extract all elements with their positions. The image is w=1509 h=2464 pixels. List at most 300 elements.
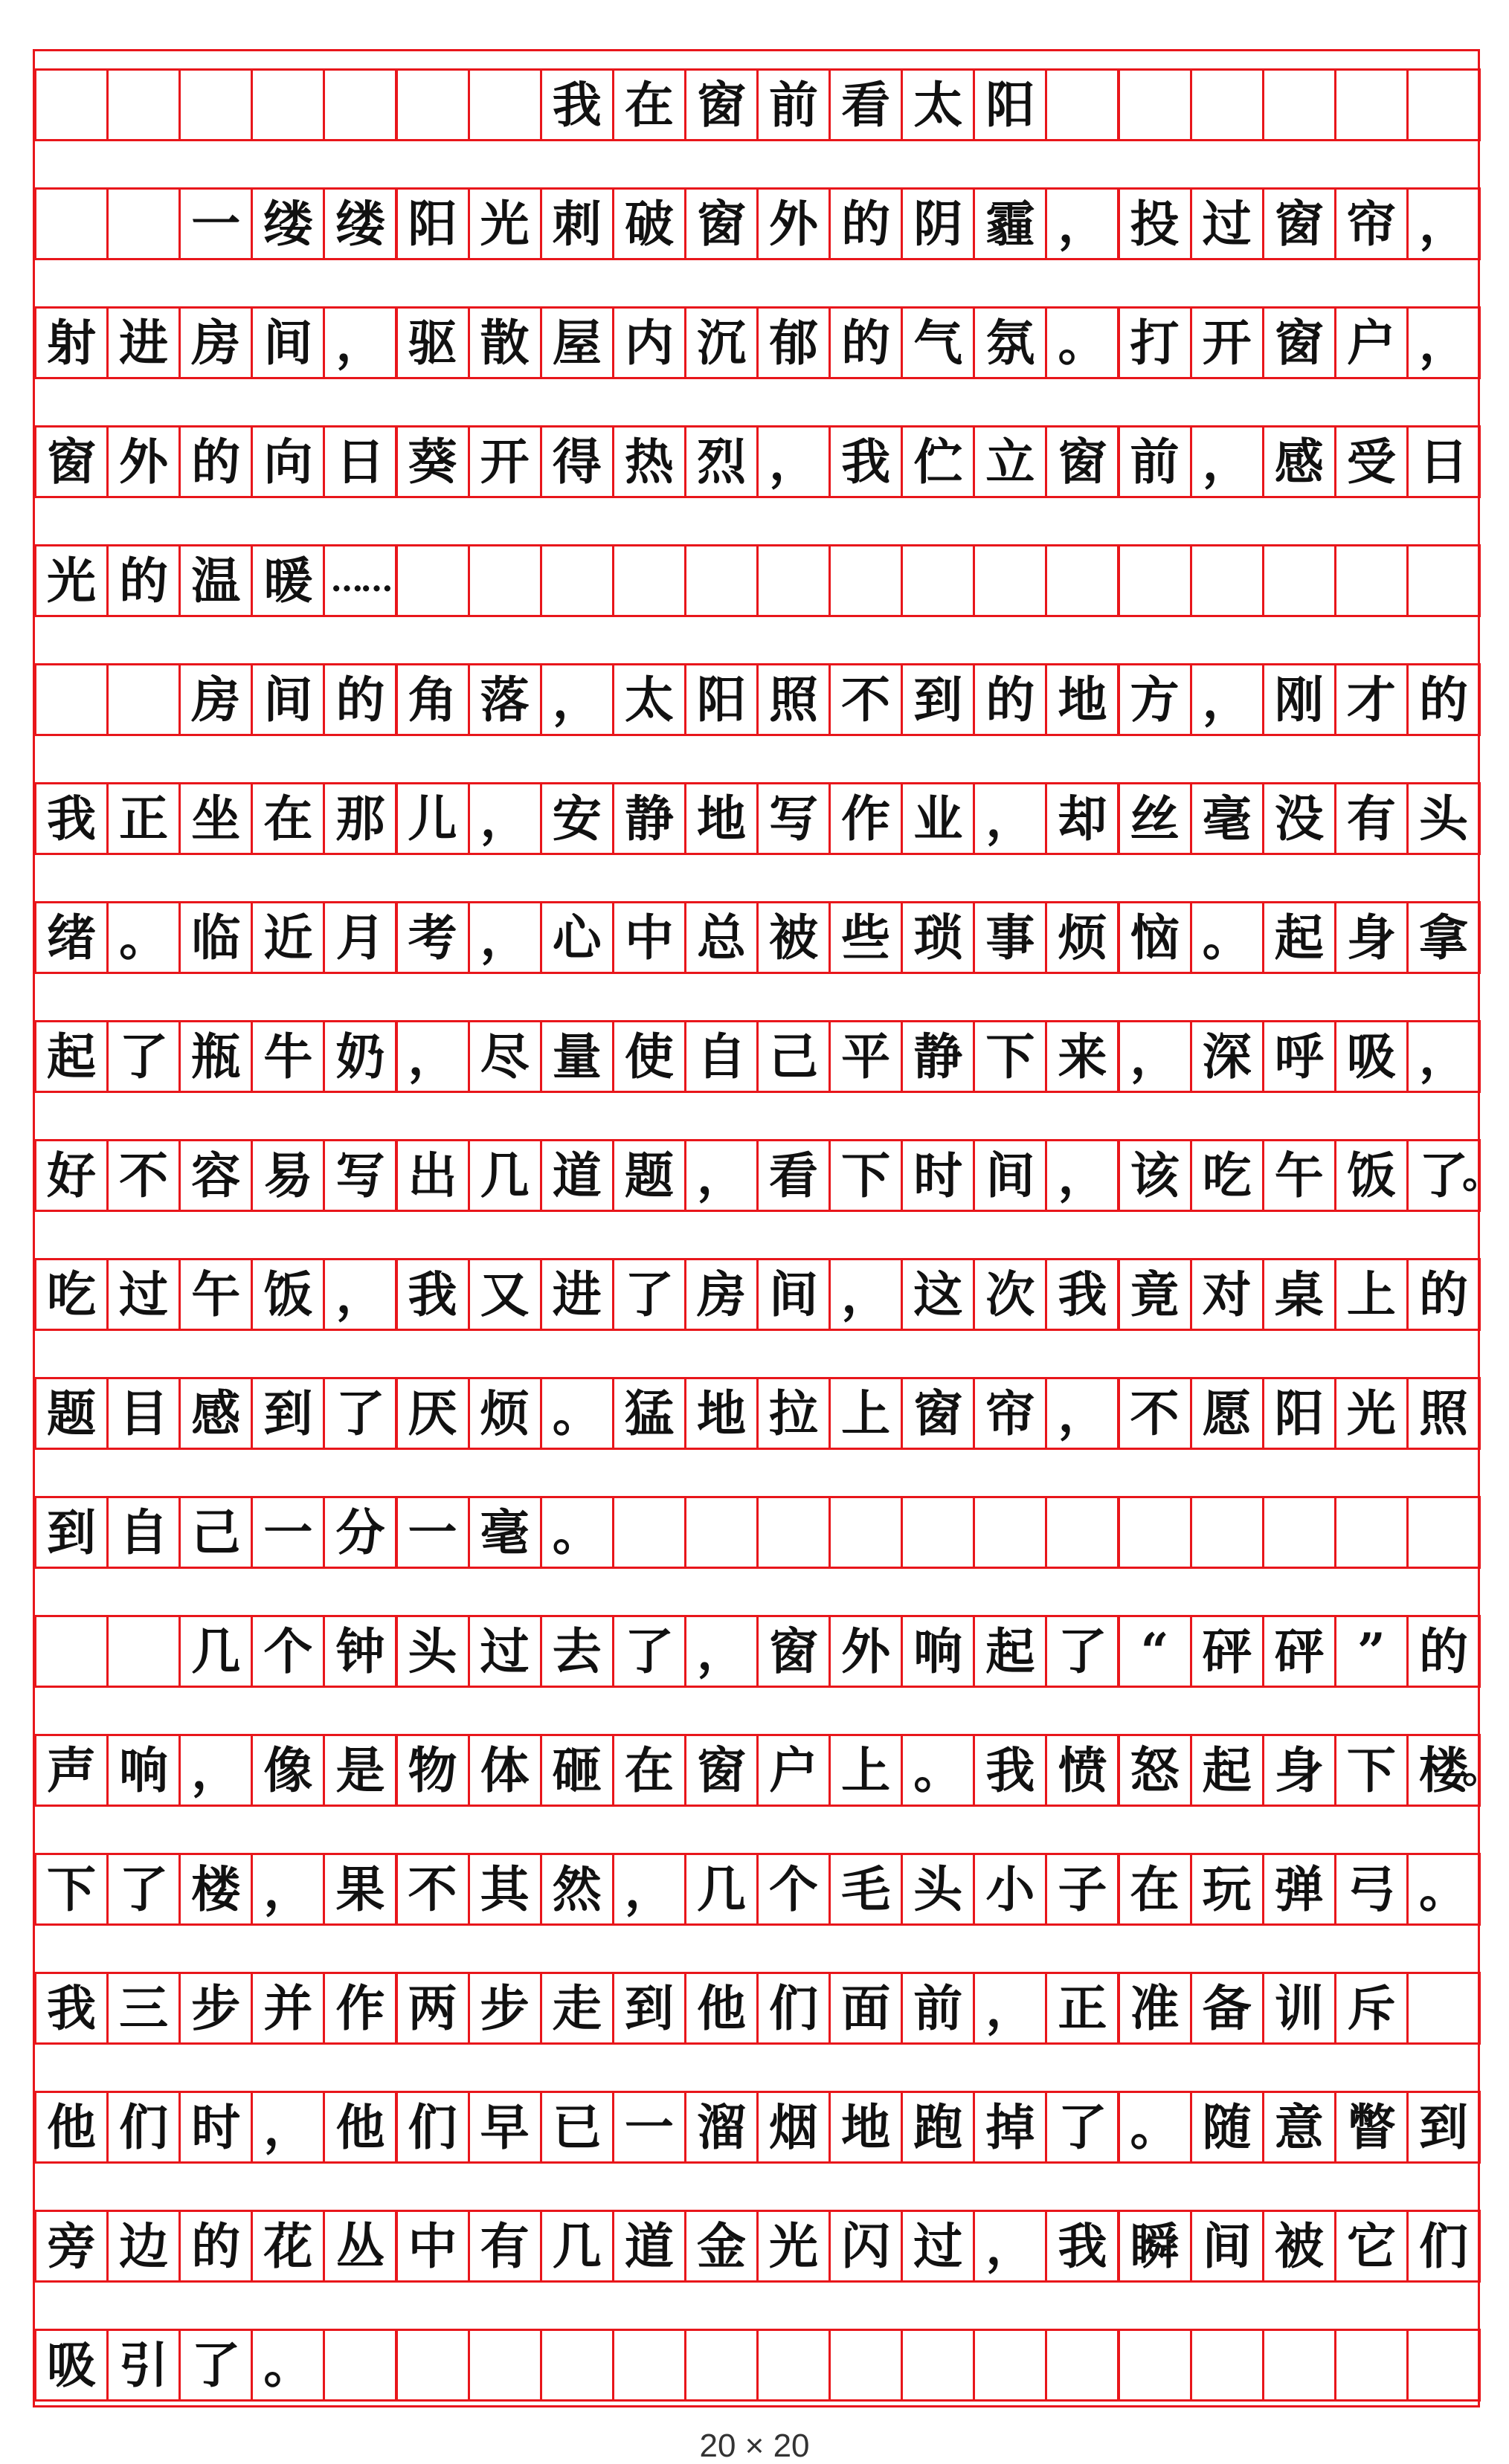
grid-cell: 烈 bbox=[684, 425, 759, 498]
grid-cell: 。 bbox=[1406, 1853, 1481, 1926]
grid-cell: 阳 bbox=[1262, 1377, 1336, 1450]
grid-cell: 。 bbox=[251, 2329, 325, 2402]
grid-row bbox=[0, 1377, 1509, 1450]
grid-cell: 窗 bbox=[684, 68, 759, 141]
grid-cell: 看 bbox=[756, 1139, 831, 1212]
grid-cell: ， bbox=[1190, 425, 1264, 498]
grid-cell: ， bbox=[973, 782, 1047, 855]
grid-cell: 有 bbox=[468, 2210, 542, 2283]
grid-cell bbox=[1334, 544, 1409, 617]
grid-cell: 的 bbox=[828, 306, 903, 379]
grid-cell: 响 bbox=[106, 1734, 181, 1807]
frame-right-line bbox=[1478, 49, 1480, 2407]
grid-cell: 果 bbox=[323, 1853, 397, 1926]
grid-cell: 琐 bbox=[901, 901, 975, 974]
grid-cell: 题 bbox=[34, 1377, 109, 1450]
grid-cell bbox=[828, 2329, 903, 2402]
grid-cell: ” bbox=[1334, 1615, 1409, 1688]
grid-cell: 子 bbox=[1045, 1853, 1119, 1926]
grid-cell: 身 bbox=[1262, 1734, 1336, 1807]
grid-row bbox=[0, 1972, 1509, 2045]
grid-cell: 一 bbox=[396, 1496, 470, 1569]
grid-cell: ， bbox=[396, 1020, 470, 1093]
grid-cell: 日 bbox=[1406, 425, 1481, 498]
grid-cell bbox=[684, 1496, 759, 1569]
grid-cell: 他 bbox=[684, 1972, 759, 2045]
grid-cell: 事 bbox=[973, 901, 1047, 974]
grid-row bbox=[0, 663, 1509, 736]
grid-cell bbox=[1190, 544, 1264, 617]
grid-cell: 吸 bbox=[34, 2329, 109, 2402]
grid-cell bbox=[1118, 68, 1192, 141]
grid-cell: 个 bbox=[756, 1853, 831, 1926]
grid-cell bbox=[612, 1496, 686, 1569]
grid-cell: 到 bbox=[34, 1496, 109, 1569]
grid-cell: 总 bbox=[684, 901, 759, 974]
grid-cell: 两 bbox=[396, 1972, 470, 2045]
grid-cell: 吃 bbox=[1190, 1139, 1264, 1212]
grid-cell: 了 bbox=[106, 1020, 181, 1093]
grid-cell: ， bbox=[973, 2210, 1047, 2283]
grid-cell: 到 bbox=[612, 1972, 686, 2045]
grid-cell: 。 bbox=[1118, 2091, 1192, 2164]
grid-cell bbox=[540, 2329, 614, 2402]
grid-cell: 上 bbox=[828, 1377, 903, 1450]
grid-cell: 头 bbox=[396, 1615, 470, 1688]
grid-cell: 我 bbox=[973, 1734, 1047, 1807]
grid-cell: 它 bbox=[1334, 2210, 1409, 2283]
grid-cell: 阳 bbox=[684, 663, 759, 736]
grid-cell bbox=[1118, 1496, 1192, 1569]
grid-cell bbox=[396, 68, 470, 141]
grid-cell: 角 bbox=[396, 663, 470, 736]
grid-cell: 吃 bbox=[34, 1258, 109, 1331]
grid-cell: 砰 bbox=[1190, 1615, 1264, 1688]
grid-cell bbox=[1406, 1972, 1481, 2045]
grid-cell: 起 bbox=[1262, 901, 1336, 974]
grid-cell: 户 bbox=[1334, 306, 1409, 379]
grid-cell bbox=[1118, 2329, 1192, 2402]
grid-cell: 临 bbox=[178, 901, 253, 974]
grid-cell: 一 bbox=[251, 1496, 325, 1569]
grid-cell bbox=[973, 2329, 1047, 2402]
grid-cell: 近 bbox=[251, 901, 325, 974]
grid-cell: 开 bbox=[1190, 306, 1264, 379]
grid-cell: 该 bbox=[1118, 1139, 1192, 1212]
grid-row bbox=[0, 1853, 1509, 1926]
grid-cell bbox=[106, 663, 181, 736]
grid-cell bbox=[106, 1615, 181, 1688]
grid-cell: 一 bbox=[178, 187, 253, 260]
grid-cell: 他 bbox=[323, 2091, 397, 2164]
grid-cell: 怒 bbox=[1118, 1734, 1192, 1807]
grid-cell: 正 bbox=[1045, 1972, 1119, 2045]
grid-cell: “ bbox=[1118, 1615, 1192, 1688]
grid-cell: 我 bbox=[34, 1972, 109, 2045]
grid-cell: 阳 bbox=[973, 68, 1047, 141]
grid-cell: 进 bbox=[540, 1258, 614, 1331]
grid-cell: 坐 bbox=[178, 782, 253, 855]
grid-cell: 霾 bbox=[973, 187, 1047, 260]
grid-cell: 了 bbox=[178, 2329, 253, 2402]
grid-cell bbox=[901, 544, 975, 617]
grid-cell: 破 bbox=[612, 187, 686, 260]
grid-cell: 饭 bbox=[251, 1258, 325, 1331]
grid-cell: 砰 bbox=[1262, 1615, 1336, 1688]
grid-cell: 拉 bbox=[756, 1377, 831, 1450]
grid-cell: 沉 bbox=[684, 306, 759, 379]
grid-cell: 走 bbox=[540, 1972, 614, 2045]
grid-cell: 题 bbox=[612, 1139, 686, 1212]
grid-cell: 并 bbox=[251, 1972, 325, 2045]
grid-cell: ， bbox=[1045, 1377, 1119, 1450]
grid-cell bbox=[612, 544, 686, 617]
grid-cell bbox=[34, 663, 109, 736]
grid-row bbox=[0, 901, 1509, 974]
grid-cell: 楼 bbox=[178, 1853, 253, 1926]
grid-cell: 边 bbox=[106, 2210, 181, 2283]
grid-cell: 去 bbox=[540, 1615, 614, 1688]
grid-cell bbox=[1406, 68, 1481, 141]
grid-cell: 暖 bbox=[251, 544, 325, 617]
grid-cell: 却 bbox=[1045, 782, 1119, 855]
grid-cell: 弹 bbox=[1262, 1853, 1336, 1926]
grid-cell: 深 bbox=[1190, 1020, 1264, 1093]
grid-cell: 我 bbox=[1045, 1258, 1119, 1331]
grid-cell: 下 bbox=[34, 1853, 109, 1926]
grid-cell: 作 bbox=[323, 1972, 397, 2045]
grid-cell: 上 bbox=[1334, 1258, 1409, 1331]
grid-cell bbox=[612, 2329, 686, 2402]
grid-cell: 过 bbox=[901, 2210, 975, 2283]
grid-cell: 房 bbox=[178, 663, 253, 736]
grid-cell: 那 bbox=[323, 782, 397, 855]
grid-cell: 静 bbox=[901, 1020, 975, 1093]
grid-cell: 不 bbox=[1118, 1377, 1192, 1450]
grid-cell: 斥 bbox=[1334, 1972, 1409, 2045]
grid-cell: 房 bbox=[684, 1258, 759, 1331]
grid-cell bbox=[1406, 1496, 1481, 1569]
grid-cell: 房 bbox=[178, 306, 253, 379]
grid-cell: 次 bbox=[973, 1258, 1047, 1331]
grid-cell: 写 bbox=[756, 782, 831, 855]
grid-cell: 。 bbox=[1190, 901, 1264, 974]
grid-cell: 己 bbox=[756, 1020, 831, 1093]
grid-cell bbox=[1190, 68, 1264, 141]
grid-cell bbox=[106, 68, 181, 141]
grid-cell: 金 bbox=[684, 2210, 759, 2283]
grid-cell: 正 bbox=[106, 782, 181, 855]
grid-cell: 一 bbox=[612, 2091, 686, 2164]
grid-cell: 恼 bbox=[1118, 901, 1192, 974]
grid-cell bbox=[1045, 1496, 1119, 1569]
grid-row bbox=[0, 1734, 1509, 1807]
grid-cell: 步 bbox=[178, 1972, 253, 2045]
grid-cell: 使 bbox=[612, 1020, 686, 1093]
grid-cell: 的 bbox=[973, 663, 1047, 736]
grid-cell: 热 bbox=[612, 425, 686, 498]
grid-cell bbox=[1334, 1496, 1409, 1569]
grid-cell: 过 bbox=[106, 1258, 181, 1331]
grid-cell: 间 bbox=[756, 1258, 831, 1331]
grid-cell: 。 bbox=[1045, 306, 1119, 379]
grid-cell bbox=[34, 187, 109, 260]
grid-cell: 帘 bbox=[1334, 187, 1409, 260]
grid-cell: 毫 bbox=[1190, 782, 1264, 855]
grid-cell: 散 bbox=[468, 306, 542, 379]
grid-cell: 立 bbox=[973, 425, 1047, 498]
grid-cell: 不 bbox=[828, 663, 903, 736]
grid-cell: 前 bbox=[1118, 425, 1192, 498]
grid-cell: 量 bbox=[540, 1020, 614, 1093]
grid-cell: 光 bbox=[756, 2210, 831, 2283]
grid-cell: ， bbox=[756, 425, 831, 498]
grid-cell: 己 bbox=[178, 1496, 253, 1569]
grid-cell: 看 bbox=[828, 68, 903, 141]
grid-cell bbox=[684, 544, 759, 617]
overflow-punctuation: 。 bbox=[1462, 1149, 1504, 1198]
grid-cell bbox=[684, 2329, 759, 2402]
grid-row bbox=[0, 68, 1509, 141]
grid-cell: 过 bbox=[1190, 187, 1264, 260]
grid-cell: 烦 bbox=[1045, 901, 1119, 974]
grid-cell: 没 bbox=[1262, 782, 1336, 855]
grid-cell: 儿 bbox=[396, 782, 470, 855]
grid-cell: 瓶 bbox=[178, 1020, 253, 1093]
grid-cell: 我 bbox=[34, 782, 109, 855]
grid-cell bbox=[396, 2329, 470, 2402]
grid-cell: 缕 bbox=[251, 187, 325, 260]
grid-cell: ， bbox=[1406, 306, 1481, 379]
grid-cell: 身 bbox=[1334, 901, 1409, 974]
grid-cell: 被 bbox=[756, 901, 831, 974]
grid-cell: 日 bbox=[323, 425, 397, 498]
grid-cell bbox=[1045, 68, 1119, 141]
grid-cell bbox=[828, 1496, 903, 1569]
grid-cell: 起 bbox=[34, 1020, 109, 1093]
grid-cell: 间 bbox=[251, 663, 325, 736]
grid-cell bbox=[34, 68, 109, 141]
grid-cell: 的 bbox=[178, 425, 253, 498]
grid-cell: ， bbox=[178, 1734, 253, 1807]
grid-cell: ， bbox=[973, 1972, 1047, 2045]
grid-cell: 其 bbox=[468, 1853, 542, 1926]
grid-cell: 像 bbox=[251, 1734, 325, 1807]
grid-cell: 准 bbox=[1118, 1972, 1192, 2045]
grid-cell: 猛 bbox=[612, 1377, 686, 1450]
grid-cell: 烟 bbox=[756, 2091, 831, 2164]
grid-cell: 温 bbox=[178, 544, 253, 617]
grid-row bbox=[0, 1258, 1509, 1331]
grid-cell bbox=[34, 1615, 109, 1688]
grid-cell: 们 bbox=[756, 1972, 831, 2045]
grid-cell bbox=[468, 68, 542, 141]
grid-cell: 才 bbox=[1334, 663, 1409, 736]
grid-cell bbox=[1262, 68, 1336, 141]
grid-cell: 容 bbox=[178, 1139, 253, 1212]
grid-row bbox=[0, 1020, 1509, 1093]
grid-cell: 太 bbox=[901, 68, 975, 141]
grid-cell: 阴 bbox=[901, 187, 975, 260]
grid-cell: 了 bbox=[612, 1615, 686, 1688]
grid-row bbox=[0, 2329, 1509, 2402]
grid-cell: 郁 bbox=[756, 306, 831, 379]
grid-row bbox=[0, 306, 1509, 379]
grid-cell: 屋 bbox=[540, 306, 614, 379]
grid-cell: 受 bbox=[1334, 425, 1409, 498]
grid-cell: ， bbox=[1406, 187, 1481, 260]
grid-cell bbox=[251, 68, 325, 141]
grid-cell: 下 bbox=[973, 1020, 1047, 1093]
grid-cell: 的 bbox=[1406, 663, 1481, 736]
grid-cell: 外 bbox=[106, 425, 181, 498]
grid-cell: 弓 bbox=[1334, 1853, 1409, 1926]
grid-cell: 又 bbox=[468, 1258, 542, 1331]
grid-cell: 窗 bbox=[1045, 425, 1119, 498]
grid-cell: 来 bbox=[1045, 1020, 1119, 1093]
grid-cell: 跑 bbox=[901, 2091, 975, 2164]
grid-cell: 早 bbox=[468, 2091, 542, 2164]
grid-cell: 备 bbox=[1190, 1972, 1264, 2045]
grid-cell: 训 bbox=[1262, 1972, 1336, 2045]
grid-cell: 个 bbox=[251, 1615, 325, 1688]
grid-size-label: 20 × 20 bbox=[699, 2428, 810, 2464]
grid-cell: 被 bbox=[1262, 2210, 1336, 2283]
grid-cell bbox=[756, 544, 831, 617]
grid-cell: 毛 bbox=[828, 1853, 903, 1926]
grid-cell: 外 bbox=[756, 187, 831, 260]
grid-cell: 得 bbox=[540, 425, 614, 498]
grid-cell: 愿 bbox=[1190, 1377, 1264, 1450]
grid-cell: 地 bbox=[828, 2091, 903, 2164]
grid-row bbox=[0, 425, 1509, 498]
grid-cell: 过 bbox=[468, 1615, 542, 1688]
grid-cell: 有 bbox=[1334, 782, 1409, 855]
grid-cell: 瞬 bbox=[1118, 2210, 1192, 2283]
grid-cell: 。 bbox=[540, 1496, 614, 1569]
grid-row bbox=[0, 2091, 1509, 2164]
grid-cell: 奶 bbox=[323, 1020, 397, 1093]
grid-cell: 在 bbox=[612, 68, 686, 141]
grid-cell bbox=[540, 544, 614, 617]
grid-cell bbox=[323, 2329, 397, 2402]
grid-cell: 到 bbox=[1406, 2091, 1481, 2164]
grid-cell: 不 bbox=[106, 1139, 181, 1212]
grid-cell: 了 bbox=[1406, 1139, 1481, 1212]
grid-cell: 体 bbox=[468, 1734, 542, 1807]
frame-left-line bbox=[33, 49, 35, 2407]
grid-cell bbox=[1045, 544, 1119, 617]
grid-cell: 自 bbox=[106, 1496, 181, 1569]
grid-cell: 了 bbox=[1045, 1615, 1119, 1688]
grid-cell bbox=[1334, 68, 1409, 141]
grid-cell: 好 bbox=[34, 1139, 109, 1212]
grid-cell: 射 bbox=[34, 306, 109, 379]
grid-cell: 进 bbox=[106, 306, 181, 379]
grid-cell: 间 bbox=[1190, 2210, 1264, 2283]
grid-cell: 的 bbox=[178, 2210, 253, 2283]
grid-cell: 投 bbox=[1118, 187, 1192, 260]
grid-cell: 感 bbox=[178, 1377, 253, 1450]
grid-cell bbox=[1190, 1496, 1264, 1569]
grid-cell: 作 bbox=[828, 782, 903, 855]
grid-cell: ， bbox=[1406, 1020, 1481, 1093]
grid-cell: 下 bbox=[828, 1139, 903, 1212]
grid-cell: ， bbox=[1045, 187, 1119, 260]
grid-cell: 外 bbox=[828, 1615, 903, 1688]
grid-cell: 在 bbox=[612, 1734, 686, 1807]
grid-cell: 起 bbox=[1190, 1734, 1264, 1807]
grid-cell: 绪 bbox=[34, 901, 109, 974]
grid-cell: 小 bbox=[973, 1853, 1047, 1926]
grid-cell: 我 bbox=[828, 425, 903, 498]
grid-cell: 。 bbox=[901, 1734, 975, 1807]
grid-cell: 帘 bbox=[973, 1377, 1047, 1450]
grid-cell: 起 bbox=[973, 1615, 1047, 1688]
grid-cell: 业 bbox=[901, 782, 975, 855]
grid-cell: 户 bbox=[756, 1734, 831, 1807]
grid-row bbox=[0, 544, 1509, 617]
grid-cell: 我 bbox=[540, 68, 614, 141]
grid-cell: 到 bbox=[901, 663, 975, 736]
grid-cell: 窗 bbox=[684, 187, 759, 260]
grid-cell: 呼 bbox=[1262, 1020, 1336, 1093]
grid-cell: 葵 bbox=[396, 425, 470, 498]
grid-cell: 光 bbox=[468, 187, 542, 260]
grid-cell: 然 bbox=[540, 1853, 614, 1926]
grid-cell bbox=[396, 544, 470, 617]
grid-cell bbox=[1406, 2329, 1481, 2402]
grid-cell: 溜 bbox=[684, 2091, 759, 2164]
grid-cell bbox=[323, 68, 397, 141]
grid-cell: 道 bbox=[612, 2210, 686, 2283]
grid-cell bbox=[973, 1496, 1047, 1569]
grid-cell: 三 bbox=[106, 1972, 181, 2045]
grid-cell: 时 bbox=[178, 2091, 253, 2164]
grid-row bbox=[0, 1615, 1509, 1688]
grid-cell: 窗 bbox=[1262, 306, 1336, 379]
grid-cell bbox=[106, 187, 181, 260]
grid-cell: 瞥 bbox=[1334, 2091, 1409, 2164]
grid-cell: 窗 bbox=[756, 1615, 831, 1688]
grid-cell: 烦 bbox=[468, 1377, 542, 1450]
grid-cell: 伫 bbox=[901, 425, 975, 498]
grid-cell bbox=[178, 68, 253, 141]
grid-cell: 窗 bbox=[1262, 187, 1336, 260]
grid-cell: 随 bbox=[1190, 2091, 1264, 2164]
grid-cell: ， bbox=[1118, 1020, 1192, 1093]
grid-cell bbox=[756, 1496, 831, 1569]
grid-cell: 打 bbox=[1118, 306, 1192, 379]
grid-cell: 了 bbox=[1045, 2091, 1119, 2164]
grid-cell: ， bbox=[1045, 1139, 1119, 1212]
grid-cell: 丝 bbox=[1118, 782, 1192, 855]
overflow-punctuation: 。 bbox=[1462, 1744, 1504, 1793]
grid-cell: 开 bbox=[468, 425, 542, 498]
grid-cell: 气 bbox=[901, 306, 975, 379]
grid-cell: 。 bbox=[106, 901, 181, 974]
grid-cell: 时 bbox=[901, 1139, 975, 1212]
grid-cell: 感 bbox=[1262, 425, 1336, 498]
grid-cell: 们 bbox=[1406, 2210, 1481, 2283]
grid-cell: 面 bbox=[828, 1972, 903, 2045]
grid-cell: 照 bbox=[1406, 1377, 1481, 1450]
grid-cell bbox=[756, 2329, 831, 2402]
grid-cell: …… bbox=[323, 544, 397, 617]
grid-cell: 的 bbox=[828, 187, 903, 260]
grid-cell: 对 bbox=[1190, 1258, 1264, 1331]
grid-cell: 他 bbox=[34, 2091, 109, 2164]
